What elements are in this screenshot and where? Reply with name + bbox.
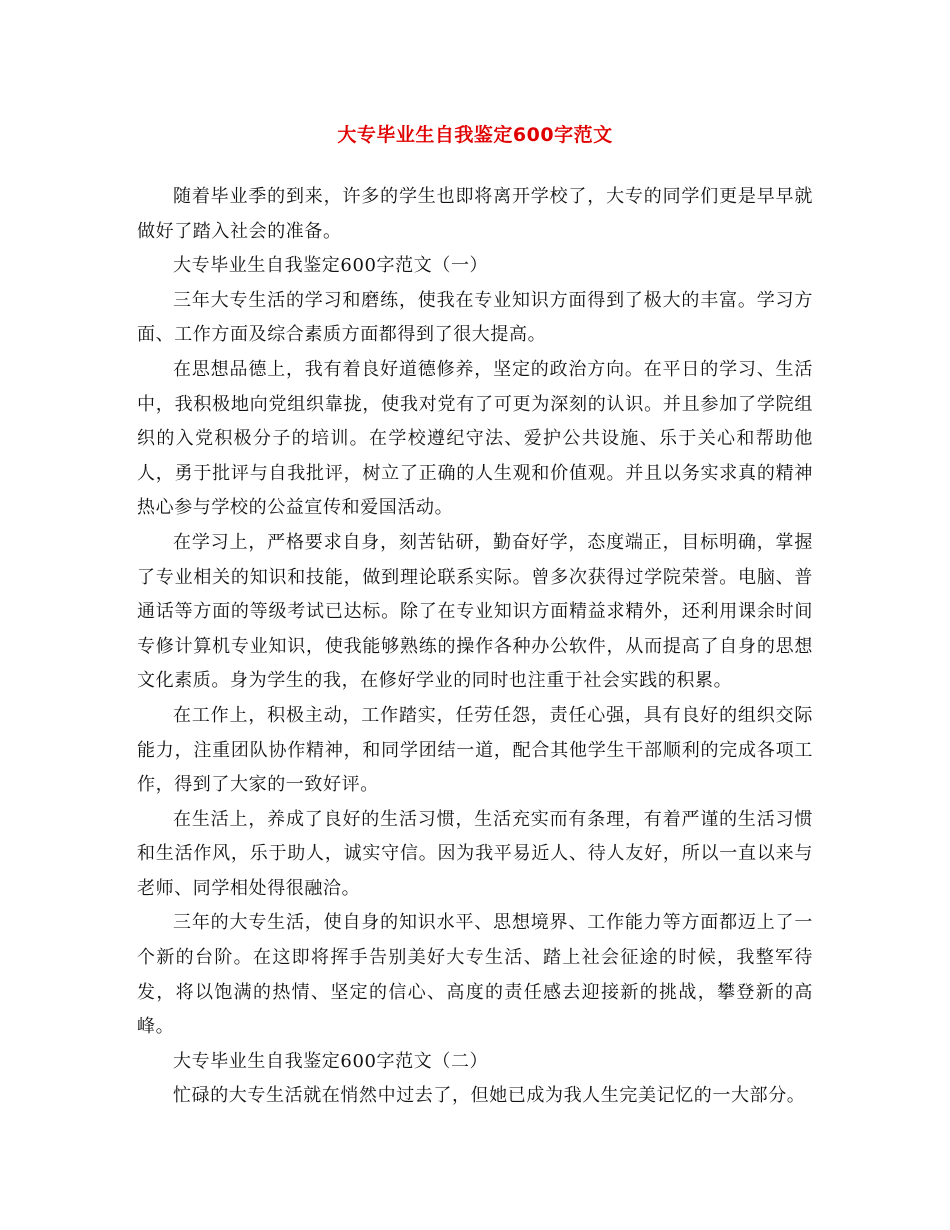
section-heading-two: 大专毕业生自我鉴定600字范文（二） xyxy=(173,1050,489,1072)
document-title: 大专毕业生自我鉴定600字范文 xyxy=(337,124,613,146)
intro-paragraph: 随着毕业季的到来，许多的学生也即将离开学校了，大专的同学们更是早早就做好了踏入社会的准备。 xyxy=(137,186,813,242)
body-paragraph: 在工作上，积极主动，工作踏实，任劳任怨，责任心强，具有良好的组织交际能力，注重团队协作精神，和同学团结一道，配合其他学生干部顺利的完成各项工作，得到了大家的一致好评。 xyxy=(137,704,813,796)
body-paragraph: 三年的大专生活，使自身的知识水平、思想境界、工作能力等方面都迈上了一个新的台阶。在这即将挥手告别美好大专生活、踏上社会征途的时候，我整军待发，将以饱满的热情、坚定的信心、高度的责任感去迎接新的挑战，攀登新的高峰。 xyxy=(137,912,813,1038)
document-body xyxy=(137,180,813,1114)
body-paragraph: 忙碌的大专生活就在悄然中过去了，但她已成为我人生完美记忆的一大部分。 xyxy=(173,1085,806,1107)
body-paragraph: 在学习上，严格要求自身，刻苦钻研，勤奋好学，态度端正，目标明确，掌握了专业相关的知识和技能，做到理论联系实际。曾多次获得过学院荣誉。电脑、普通话等方面的等级考试已达标。除了在专业知识方面精益求精外，还利用课余时间专修计算机专业知识，使我能够熟练的操作各种办公软件，从而提高了自身的思想文化素质。身为学生的我，在修好学业的同时也注重于社会实践的积累。 xyxy=(137,531,813,692)
body-paragraph: 在生活上，养成了良好的生活习惯，生活充实而有条理，有着严谨的生活习惯和生活作风，乐于助人，诚实守信。因为我平易近人、待人友好，所以一直以来与老师、同学相处得很融洽。 xyxy=(137,808,813,899)
body-paragraph: 在思想品德上，我有着良好道德修养，坚定的政治方向。在平日的学习、生活中，我积极地向党组织靠拢，使我对党有了可更为深刻的认识。并且参加了学院组织的入党积极分子的培训。在学校遵纪守法、爱护公共设施、乐于关心和帮助他人，勇于批评与自我批评，树立了正确的人生观和价值观。并且以务实求真的精神热心参与学校的公益宣传和爱国活动。 xyxy=(137,358,813,519)
body-paragraph: 三年大专生活的学习和磨练，使我在专业知识方面得到了极大的丰富。学习方面、工作方面及综合素质方面都得到了很大提高。 xyxy=(137,289,813,346)
section-heading-one: 大专毕业生自我鉴定600字范文（一） xyxy=(173,255,489,277)
